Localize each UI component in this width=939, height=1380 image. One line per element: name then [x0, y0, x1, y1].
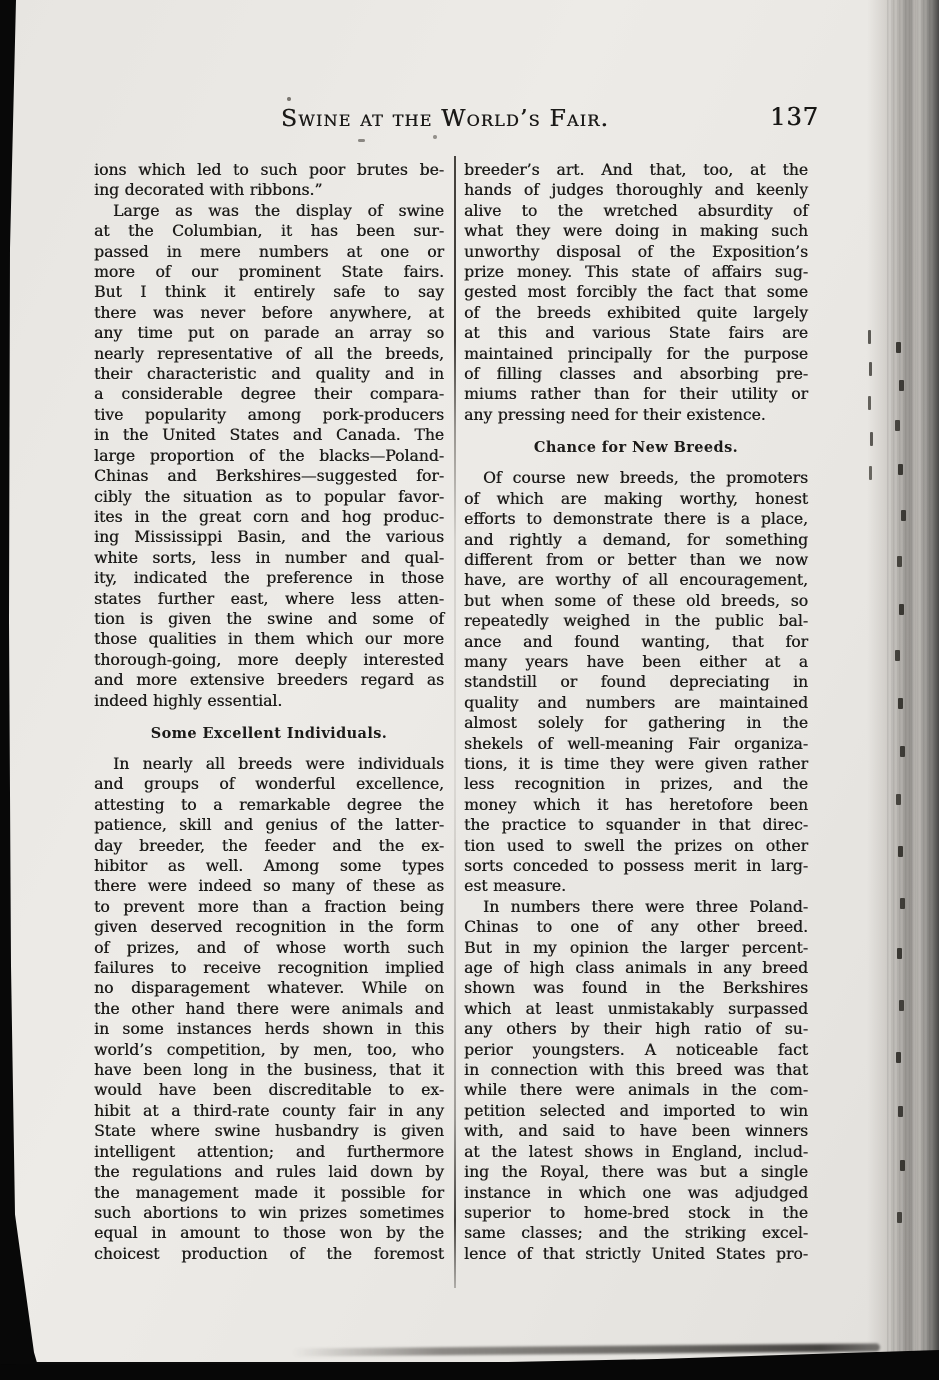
text-line: age of high class animals in any breed	[464, 959, 808, 978]
text-line: superior to home-bred stock in the	[464, 1203, 808, 1222]
text-line: repeatedly weighed in the public bal-	[464, 612, 808, 631]
text-line: failures to receive recognition implied	[94, 959, 444, 978]
text-line: But I think it entirely safe to say	[94, 283, 444, 302]
section-heading: Some Excellent Individuals.	[150, 724, 388, 742]
text-line: states further east, where less atten-	[94, 589, 444, 608]
text-line: large proportion of the blacks—Poland-	[94, 446, 444, 465]
text-line: in some instances herds shown in this	[94, 1020, 444, 1039]
text-column-left	[94, 160, 444, 1264]
page-number: 137	[770, 103, 819, 131]
text-line: shown was found in the Berkshires	[464, 979, 808, 998]
text-line: and more extensive breeders regard as	[94, 671, 444, 690]
text-line: at the Columbian, it has been sur-	[94, 222, 444, 241]
text-line: would have been discreditable to ex-	[94, 1081, 444, 1100]
text-line: gested most forcibly the fact that some	[464, 283, 808, 302]
text-line: ing decorated with ribbons.”	[94, 181, 323, 200]
page-title: Swine at the World’s Fair.	[280, 104, 610, 132]
text-line: breeder’s art. And that, too, at the	[464, 161, 808, 179]
text-line: tive popularity among pork-producers	[94, 405, 444, 424]
text-line: money which it has heretofore been	[464, 795, 808, 814]
text-line: hibitor as well. Among some types	[94, 857, 444, 875]
text-line: Chinas to one of any other breed.	[464, 918, 808, 937]
text-line: any others by their high ratio of su-	[464, 1020, 808, 1039]
text-line: Chinas and Berkshires—suggested for-	[94, 467, 444, 486]
text-line: ity, indicated the preference in those	[94, 569, 444, 588]
text-line: Large as was the display of swine	[113, 201, 444, 220]
text-line: the regulations and rules laid down by	[94, 1163, 444, 1182]
text-line: less recognition in prizes, and the	[464, 775, 808, 794]
ink-speck	[433, 135, 437, 139]
text-line: miums rather than for their utility or	[464, 385, 808, 404]
column-divider-rule	[454, 156, 456, 1288]
text-line: instance in which one was adjudged	[464, 1183, 808, 1202]
text-line: the management made it possible for	[94, 1183, 444, 1202]
text-line: in connection with this breed was that	[464, 1061, 808, 1080]
text-line: alive to the wretched absurdity of	[464, 201, 808, 220]
text-line: thorough-going, more deeply interested	[94, 650, 444, 669]
text-line: day breeder, the feeder and the ex-	[94, 836, 444, 855]
text-line: State where swine husbandry is given	[94, 1122, 444, 1141]
text-line: such abortions to win prizes sometimes	[94, 1203, 444, 1222]
text-line: any time put on parade an array so	[94, 324, 444, 343]
text-line: have been long in the business, that it	[94, 1061, 444, 1080]
text-line: choicest production of the foremost	[94, 1244, 444, 1263]
text-line: equal in amount to those won by the	[94, 1224, 444, 1243]
text-line: nearly representative of all the breeds,	[94, 344, 444, 363]
text-line: there were indeed so many of these as	[94, 877, 444, 896]
text-line: at the latest shows in England, includ-	[464, 1142, 808, 1161]
text-line: more of our prominent State fairs.	[94, 263, 444, 282]
text-line: same classes; and the striking excel-	[464, 1224, 808, 1243]
text-line: tion is given the swine and some of	[94, 609, 444, 628]
text-line: the practice to squander in that direc-	[464, 816, 808, 835]
text-line: efforts to demonstrate there is a place,	[464, 510, 808, 529]
text-line: but when some of these old breeds, so	[464, 591, 808, 610]
section-heading: Chance for New Breeds.	[533, 439, 739, 457]
text-line: prize money. This state of affairs sug-	[464, 263, 808, 282]
text-line: a considerable degree their compara-	[94, 385, 444, 404]
text-line: unworthy disposal of the Exposition’s	[464, 242, 808, 261]
text-line: and groups of wonderful excellence,	[94, 775, 444, 794]
text-line: there was never before anywhere, at	[94, 303, 444, 322]
text-line: ites in the great corn and hog produc-	[94, 507, 444, 526]
text-line: In numbers there were three Poland-	[483, 897, 808, 916]
text-line: petition selected and imported to win	[464, 1101, 808, 1120]
text-line: which at least unmistakably surpassed	[464, 999, 808, 1018]
text-line: in the United States and Canada. The	[94, 426, 444, 445]
text-line: different from or better than we now	[464, 550, 808, 569]
text-line: quality and numbers are maintained	[464, 693, 808, 712]
text-line: Of course new breeds, the promoters	[483, 469, 808, 488]
text-line: ions which led to such poor brutes be-	[94, 161, 444, 179]
text-line: what they were doing in making such	[464, 222, 808, 241]
text-line: with, and said to have been winners	[464, 1122, 808, 1141]
text-line: tion used to swell the prizes on other	[464, 836, 808, 855]
text-column-right	[464, 160, 808, 1264]
text-line: lence of that strictly United States pro-	[464, 1244, 808, 1263]
text-line: attesting to a remarkable degree the	[94, 795, 444, 814]
text-line: sorts conceded to possess merit in larg-	[464, 857, 808, 875]
text-line: standstill or found depreciating in	[464, 673, 808, 692]
text-line: given deserved recognition in the form	[94, 918, 444, 937]
text-line: have, are worthy of all encouragement,	[464, 571, 808, 590]
text-line: of filling classes and absorbing pre-	[464, 365, 808, 384]
page-edge-bleed-marks	[896, 342, 901, 353]
text-line: maintained principally for the purpose	[464, 344, 808, 363]
text-line: hibit at a third-rate county fair in any	[94, 1101, 444, 1120]
text-line: those qualities in them which our more	[94, 630, 444, 649]
text-line: white sorts, less in number and qual-	[94, 548, 444, 567]
text-line: intelligent attention; and furthermore	[94, 1142, 444, 1161]
text-line: ing the Royal, there was but a single	[464, 1163, 808, 1182]
text-line: patience, skill and genius of the latter-	[94, 816, 444, 835]
text-line: ance and found wanting, that for	[464, 632, 808, 651]
text-line: almost solely for gathering in the	[464, 714, 808, 733]
text-line: of which are making worthy, honest	[464, 489, 808, 508]
ink-speck	[287, 97, 291, 101]
text-line: and rightly a demand, for something	[464, 530, 808, 549]
text-line: In nearly all breeds were individuals	[113, 754, 444, 773]
text-line: at this and various State fairs are	[464, 324, 808, 343]
text-line: the other hand there were animals and	[94, 999, 444, 1018]
text-line: hands of judges thoroughly and keenly	[464, 181, 808, 200]
text-line: any pressing need for their existence.	[464, 405, 766, 424]
text-line: cibly the situation as to popular favor-	[94, 487, 444, 506]
text-line: to prevent more than a fraction being	[94, 897, 444, 916]
text-line: indeed highly essential.	[94, 691, 283, 710]
text-line: their characteristic and quality and in	[94, 365, 444, 384]
text-line: world’s competition, by men, too, who	[94, 1040, 444, 1059]
text-line: while there were animals in the com-	[464, 1081, 808, 1100]
text-line: shekels of well-meaning Fair organiza-	[464, 734, 808, 753]
page-edge-bleed-marks	[868, 330, 871, 344]
text-line: tions, it is time they were given rather	[464, 754, 808, 773]
text-line: many years have been either at a	[464, 652, 808, 671]
text-line: ing Mississippi Basin, and the various	[94, 528, 444, 547]
text-line: no disparagement whatever. While on	[94, 979, 444, 998]
running-head	[94, 102, 796, 134]
text-line: perior youngsters. A noticeable fact	[464, 1040, 808, 1059]
text-line: But in my opinion the larger percent-	[464, 938, 808, 957]
page-paper	[6, 0, 939, 1362]
text-line: of prizes, and of whose worth such	[94, 938, 444, 957]
text-line: passed in mere numbers at one or	[94, 242, 444, 261]
text-line: of the breeds exhibited quite largely	[464, 303, 808, 322]
text-line: est measure.	[464, 877, 566, 896]
book-gutter-shadow	[867, 0, 939, 1380]
ink-speck	[358, 139, 365, 142]
